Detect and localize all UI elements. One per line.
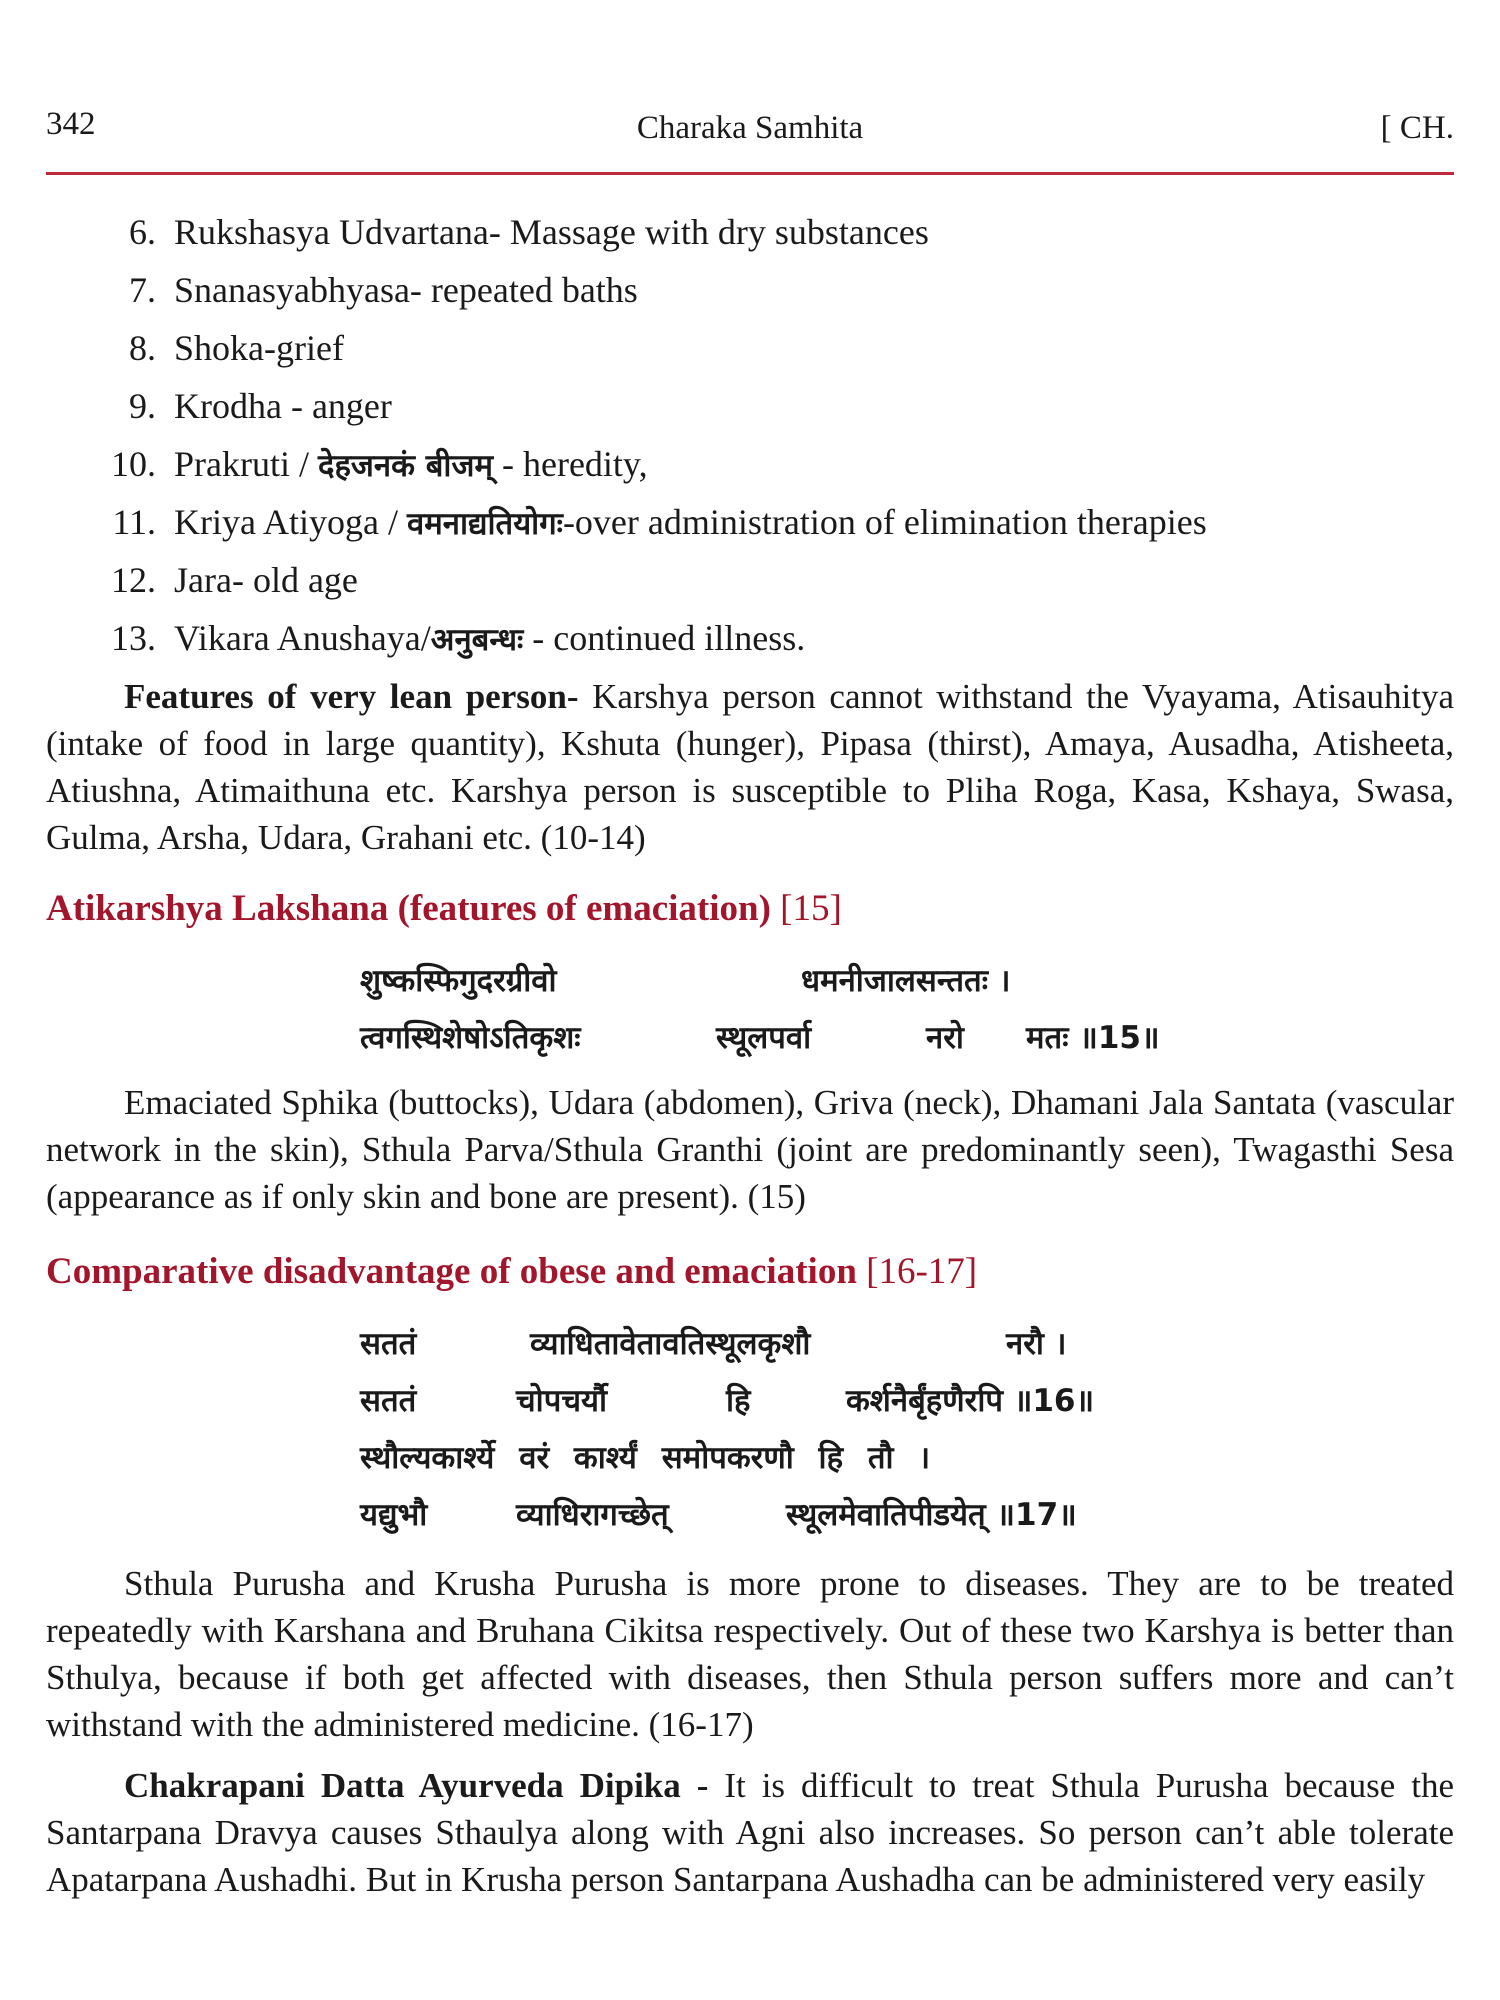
list-item: 7. Snanasyabhyasa- repeated baths [129, 270, 638, 310]
causes-list [46, 203, 1454, 667]
page-header [46, 100, 1454, 160]
verse-line: स्थौल्यकार्श्ये वरं कार्श्यं समोपकरणौ हि तौ । [360, 1440, 931, 1476]
section-heading-comparative: Comparative disadvantage of obese and emaciation [16-17] [46, 1251, 978, 1292]
list-item: 10. Prakruti / देहजनकं बीजम् - heredity, [111, 444, 648, 484]
header-rule [46, 172, 1454, 175]
page-number: 342 [46, 106, 96, 142]
paragraph-chakrapani: Chakrapani Datta Ayurveda Dipika - It is difficult to treat Sthula Purusha because the Santarpana Dravya causes Sthaulya along with Agni also increases. So person can’t able tolerate Apatarpana Aushadhi. But in Krusha person Santarpana Aushadha can be administered very easily [46, 1766, 1454, 1899]
list-item: 6. Rukshasya Udvartana- Massage with dry substances [129, 212, 929, 252]
paragraph-comparison: Sthula Purusha and Krusha Purusha is more prone to diseases. They are to be treated repeatedly with Karshana and Bruhana Cikitsa respectively. Out of these two Karshya is better than Sthulya, because if both get affected with diseases, then Sthula person suffers more and can’t withstand with the administered medicine. (16-17) [46, 1564, 1454, 1744]
chapter-marker: [ CH. [1380, 110, 1454, 146]
paragraph-emaciation: Emaciated Sphika (buttocks), Udara (abdomen), Griva (neck), Dhamani Jala Santata (vascular network in the skin), Sthula Parva/Sthula Granthi (joint are predominantly seen), Twagasthi Sesa (appearance as if only skin and bone are present). (15) [46, 1083, 1454, 1216]
sanskrit-verse-15 [46, 951, 1454, 1065]
verse-line: सततं व्याधितावेतावतिस्थूलकृशौ नरौ । [360, 1326, 1067, 1362]
section-heading-atikarshya: Atikarshya Lakshana (features of emaciation) [15] [46, 888, 842, 929]
verse-line: शुष्कस्फिगुदरग्रीवो धमनीजालसन्ततः । [360, 963, 1011, 999]
verse-line: त्वगस्थिशेषोऽतिकृशः स्थूलपर्वा नरो मतः ॥15॥ [360, 1020, 1160, 1056]
paragraph-lean-features: Features of very lean person- Karshya person cannot withstand the Vyayama, Atisauhitya (intake of food in large quantity), Kshuta (hunger), Pipasa (thirst), Amaya, Ausadha, Atisheeta, Atiushna, Atimaithuna etc. Karshya person is susceptible to Pliha Roga, Kasa, Kshaya, Swasa, Gulma, Arsha, Udara, Grahani etc. (10-14) [46, 677, 1454, 857]
sanskrit-verse-16-17 [46, 1314, 1454, 1542]
verse-line: यद्युभौ व्याधिरागच्छेत् स्थूलमेवातिपीडयेत् ॥17॥ [360, 1497, 1077, 1533]
list-item: 13. Vikara Anushaya/अनुबन्धः - continued illness. [111, 618, 806, 658]
list-item: 11. Kriya Atiyoga / वमनाद्यतियोगः-over administration of elimination therapies [112, 502, 1207, 542]
list-item: 8. Shoka-grief [129, 328, 344, 368]
verse-line: सततं चोपचर्यौ हि कर्शनैर्बृंहणैरपि ॥16॥ [360, 1383, 1095, 1419]
list-item: 9. Krodha - anger [129, 386, 392, 426]
list-item: 12. Jara- old age [111, 560, 358, 600]
book-page [46, 100, 1454, 1903]
running-title: Charaka Samhita [636, 110, 864, 146]
